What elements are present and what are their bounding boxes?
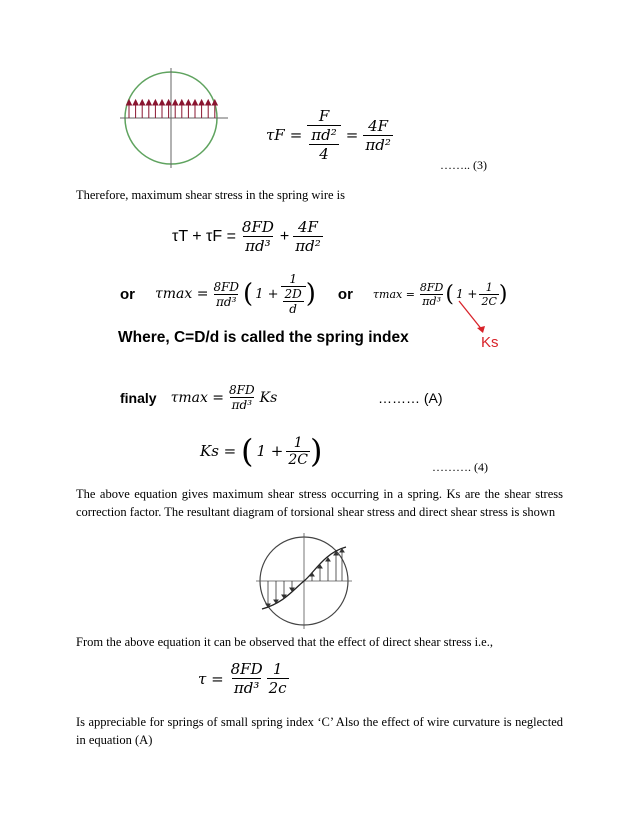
- final-num: 8FD: [229, 383, 255, 397]
- direct-shear-diagram: [118, 68, 230, 170]
- tau-f-rhs-den: πd²: [365, 135, 391, 154]
- equation-final: [120, 383, 277, 412]
- or-word-2: or: [337, 285, 353, 303]
- sum-t1-num: 8FD: [241, 218, 274, 236]
- ks-label: Ks: [481, 334, 499, 351]
- final-den: πd³: [231, 398, 253, 412]
- spring-index-text: Where, C=D/d is called the spring index: [118, 329, 409, 346]
- equation-tag-a: ……… (A): [378, 390, 443, 406]
- equation-tag-4: ………. (4): [432, 460, 488, 474]
- shear-arrow-head: [133, 100, 138, 105]
- tau-f-num-2: 1: [272, 660, 283, 678]
- sum-t2-num: 4F: [298, 218, 318, 236]
- ks-one: 1 +: [256, 442, 284, 460]
- or-f1-num: 1: [289, 272, 297, 286]
- tau-lhs: τ =: [198, 669, 224, 688]
- or-f1-den-den: d: [289, 302, 297, 316]
- or-lhs-1: τmax =: [155, 286, 209, 302]
- final-ks: Ks: [259, 389, 278, 406]
- paragraph-spring-index: Is appreciable for springs of small spring index ‘C’ Also the effect of wire curvature is neglected in equation (A): [76, 715, 563, 747]
- final-lhs: τmax =: [170, 389, 225, 406]
- or-num-1: 8FD: [213, 279, 240, 294]
- equation-ks: Ks = ( 1 + $\frac{1}{2C}$ ): [200, 432, 323, 470]
- tau-f-lhs: τF: [266, 126, 285, 144]
- sum-lhs: τT + τF =: [172, 227, 236, 245]
- shear-arrow-head: [179, 100, 184, 105]
- shear-arrow-head: [173, 100, 178, 105]
- tau-f-rhs-num: 4F: [368, 116, 389, 135]
- shear-arrow-head: [153, 100, 158, 105]
- resultant-stress-arrows: [266, 549, 344, 607]
- shear-arrow-head: [140, 100, 145, 105]
- paragraph-max-shear: Therefore, maximum shear stress in the spring wire is: [76, 188, 346, 202]
- ks-den: 2C: [288, 451, 309, 468]
- tau-f-den-2: 2c: [268, 679, 287, 697]
- tau-f-den-num: πd²: [311, 126, 337, 144]
- sum-plus: +: [279, 227, 290, 245]
- or-lhs-2: τmax =: [372, 287, 415, 301]
- equation-tau-f: τF = $\frac{F}{\frac{\text{πd²}}{4}}$ = $\frac{4F}{\text{πd²}}$: [266, 107, 391, 163]
- tau-f-num: F: [318, 107, 330, 125]
- equation-tau: [198, 660, 289, 697]
- or-f2-num: 1: [485, 280, 493, 294]
- or-word-1: or: [120, 285, 135, 303]
- equation-sum: [172, 218, 323, 255]
- sum-t1-den: πd³: [245, 237, 271, 255]
- or-one-1: 1 +: [255, 286, 279, 302]
- paragraph-ks-explanation: The above equation gives maximum shear stress occurring in a spring. Ks are the shear stress correction factor. The resultant diagram of torsional shear stress and direct shear stress is shown: [76, 487, 563, 519]
- paragraph-direct-shear-effect: From the above equation it can be observed that the effect of direct shear stress i.e.,: [76, 635, 493, 649]
- ks-pointer-arrow: [455, 298, 495, 338]
- shear-arrow-head: [160, 100, 165, 105]
- equation-tag-3: …….. (3): [440, 158, 487, 172]
- tau-num: 8FD: [230, 660, 263, 678]
- or-f1-den-num: 2D: [284, 287, 302, 301]
- ks-num: 1: [293, 434, 303, 451]
- or-den-1: πd³: [216, 294, 237, 309]
- shear-arrow-head: [146, 100, 151, 105]
- shear-arrow-head: [199, 100, 204, 105]
- or-f2-den: 2C: [481, 294, 497, 308]
- finaly-word: finaly: [120, 389, 157, 406]
- shear-arrow-head: [186, 100, 191, 105]
- resultant-stress-diagram: [254, 533, 354, 629]
- tau-f-den-den: 4: [319, 145, 329, 163]
- tau-den: πd³: [233, 679, 260, 697]
- or-num-2: 8FD: [419, 280, 444, 294]
- ks-lhs: Ks =: [200, 442, 242, 460]
- sum-t2-den: πd²: [295, 237, 321, 255]
- or-den-2: πd³: [422, 294, 441, 308]
- shear-arrow-head: [166, 100, 171, 105]
- shear-arrow-head: [193, 100, 198, 105]
- shear-arrows: [127, 100, 218, 118]
- shear-arrow-head: [206, 100, 211, 105]
- equation-or-row: or τmax = $\frac{8FD}{\text{πd³}}$ ( 1 + $\frac{1}{\frac{2D}{d}}$ ) or τmax = $\frac{8FD}{\text{πd³}}$ ( 1 + $\frac{1}{2C}$ ): [120, 272, 508, 316]
- or-one-2: 1 +: [455, 287, 478, 301]
- resultant-arrow-head: [326, 558, 330, 561]
- shear-arrow-head: [127, 100, 132, 105]
